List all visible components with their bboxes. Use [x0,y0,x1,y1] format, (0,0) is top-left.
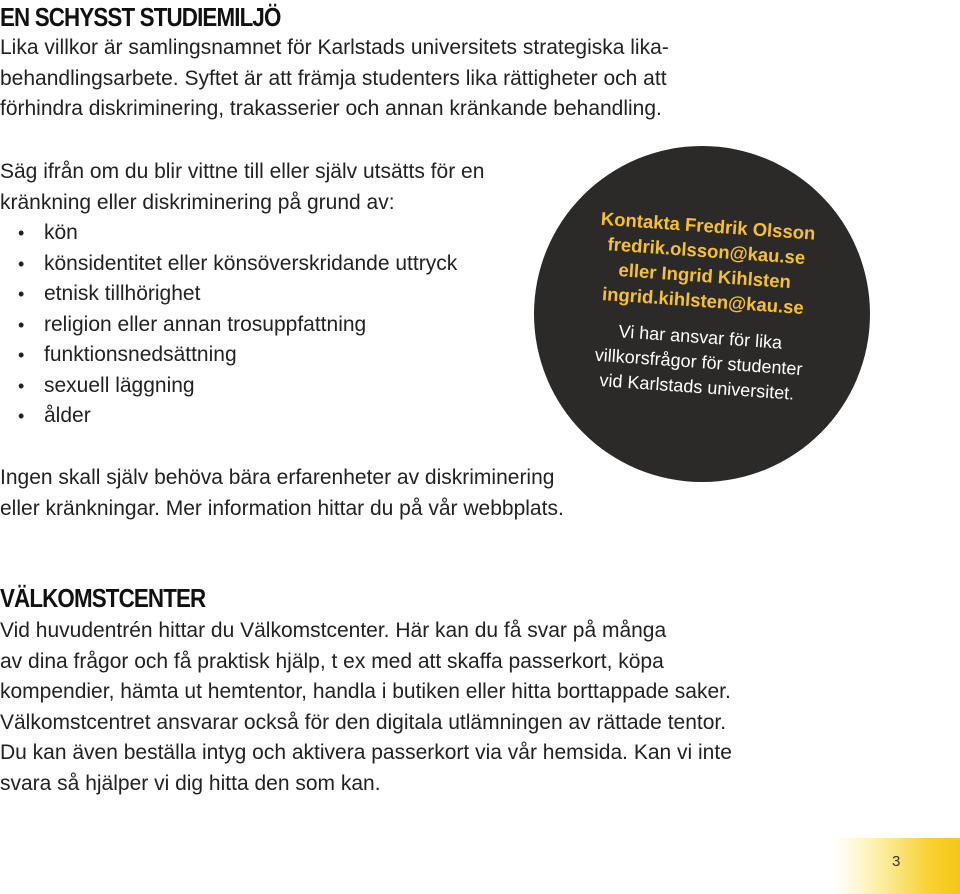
body-line: av dina frågor och få praktisk hjälp, t ex med att skaffa passerkort, köpa [0,649,664,673]
closing-line: eller kränkningar. Mer information hittar du på vår webbplats. [0,496,564,520]
list-item [0,371,457,402]
list-item-text: ålder [44,404,91,427]
list-item [0,401,457,432]
list-item [0,340,457,371]
body-line: Du kan även beställa intyg och aktivera passerkort via vår hemsida. Kan vi inte [0,741,732,764]
contact-note-line: villkorsfrågor för studenter [594,344,804,380]
list-item [0,249,457,280]
contact-email-fredrik[interactable]: fredrik.olsson@kau.se [606,233,806,269]
discrimination-grounds-list [0,218,457,432]
intro-line: behandlingsarbete. Syftet är att främja studenters lika rättigheter och att [0,66,667,90]
list-item-text: könsidentitet eller könsöverskridande uttryck [44,251,458,275]
bullet-icon: • [18,223,25,243]
contact-note-line: vid Karlstads universitet. [598,370,795,404]
contact-circle-text [523,135,882,494]
contact-name-ingrid: eller Ingrid Kihlsten [617,259,792,293]
body-line: Vid huvudentrén hittar du Välkomstcenter. Här kan du få svar på många [0,619,667,642]
list-item-text: kön [44,221,78,244]
list-item [0,310,457,341]
body-line: svara så hjälper vi dig hitta den som kan. [0,771,381,795]
list-item-text: funktionsnedsättning [44,343,237,366]
list-item [0,218,457,249]
bullet-icon: • [18,314,25,335]
intro-line: förhindra diskriminering, trakasserier och annan kränkande behandling. [0,97,662,120]
page-number: 3 [892,853,901,870]
lead-line: kränkning eller diskriminering på grund av: [0,190,395,214]
closing-paragraph [0,463,564,524]
bullet-icon: • [18,406,25,426]
bullet-icon: • [18,375,25,396]
contact-name-fredrik: Kontakta Fredrik Olsson [600,207,817,244]
list-item [0,279,457,310]
bullet-icon: • [18,253,25,274]
lead-line: Säg ifrån om du blir vittne till eller själv utsätts för en [0,160,485,183]
lead-paragraph [0,157,484,218]
list-item-text: etnisk tillhörighet [44,282,201,305]
list-item-text: sexuell läggning [44,373,195,397]
contact-note-line: Vi har ansvar för lika [618,321,783,353]
list-item-text: religion eller annan trosuppfattning [44,312,367,336]
bullet-icon: • [18,345,25,365]
section-title-studiemiljo: EN SCHYSST STUDIEMILJÖ [0,2,281,32]
intro-line: Lika villkor är samlingsnamnet för Karlstads universitets strategiska lika- [0,36,669,59]
valkomstcenter-paragraph [0,616,732,799]
contact-email-ingrid[interactable]: ingrid.kihlsten@kau.se [601,283,805,319]
closing-line: Ingen skall själv behöva bära erfarenheter av diskriminering [0,466,555,489]
bullet-icon: • [18,284,25,304]
intro-paragraph [0,33,669,125]
body-line: Välkomstcentret ansvarar också för den digitala utlämningen av rättade tentor. [0,710,727,734]
section-title-valkomstcenter: VÄLKOMSTCENTER [0,583,206,613]
body-line: kompendier, hämta ut hemtentor, handla i butiken eller hitta borttappade saker. [0,680,731,703]
